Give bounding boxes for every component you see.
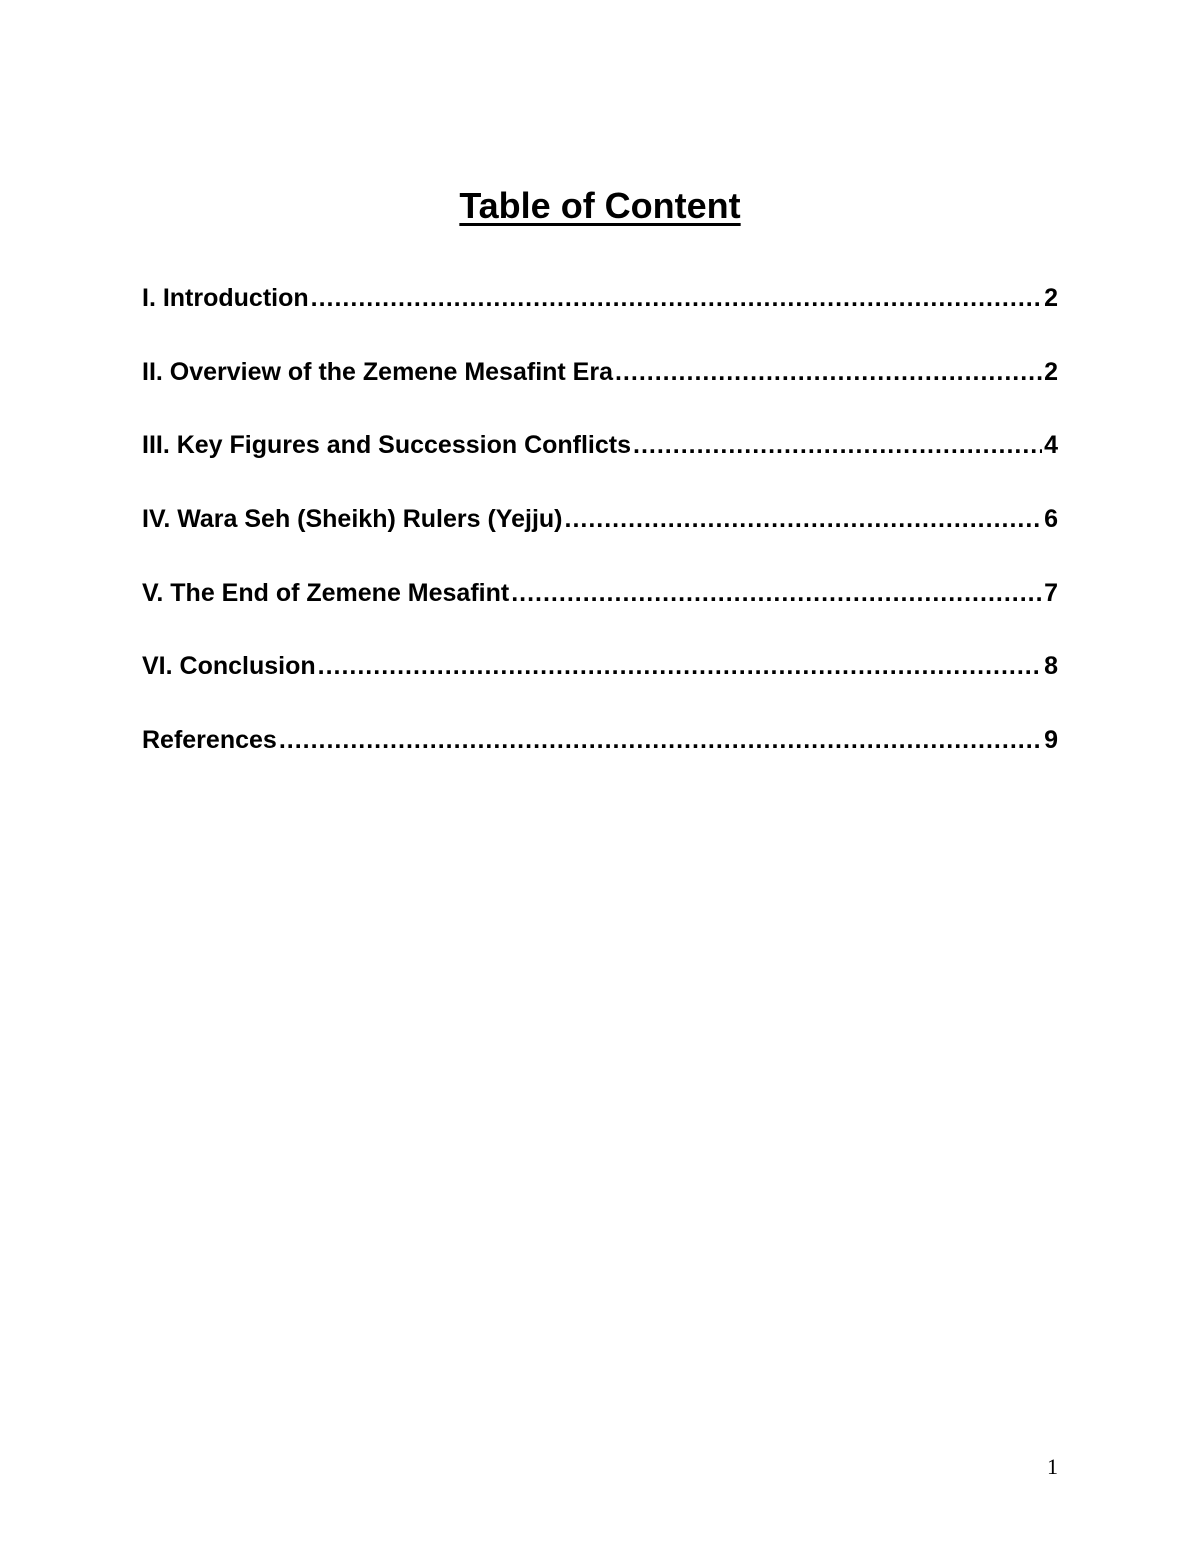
toc-entry-key-figures[interactable]: [142, 427, 1058, 463]
toc-entry-page: 9: [1044, 726, 1058, 755]
toc-entry-text: I. Introduction: [142, 284, 309, 312]
toc-entry-text: V. The End of Zemene Mesafint: [142, 578, 510, 607]
toc-dot-leader: [615, 354, 1042, 390]
toc-dot-leader: [311, 280, 1042, 316]
toc-entry-text: II. Overview of the Zemene Mesafint Era: [142, 357, 613, 386]
toc-entry-text: References: [142, 726, 277, 755]
toc-entry-page: 2: [1044, 357, 1058, 386]
toc-entry-end-of-era[interactable]: [142, 575, 1058, 611]
toc-entry-text: IV. Wara Seh (Sheikh) Rulers (Yejju): [142, 505, 563, 534]
toc-entry-page: 2: [1044, 284, 1058, 312]
toc-entry-references[interactable]: [142, 722, 1058, 758]
toc-entry-page: 7: [1044, 578, 1058, 607]
toc-dot-leader: [633, 427, 1042, 463]
toc-dot-leader: [318, 648, 1042, 684]
page-title: [0, 183, 1200, 229]
toc-entry-conclusion[interactable]: [142, 648, 1058, 684]
toc-dot-leader: [279, 722, 1042, 758]
toc-entry-page: 6: [1044, 505, 1058, 534]
toc-dot-leader: [511, 575, 1042, 611]
toc-entry-text: VI. Conclusion: [142, 652, 316, 681]
toc-entry-text: III. Key Figures and Succession Conflicts: [142, 431, 632, 460]
toc-entry-page: 4: [1044, 431, 1058, 460]
toc-dot-leader: [565, 501, 1043, 537]
page-title-text: Table of Content: [459, 185, 741, 226]
toc-entry-page: 8: [1044, 652, 1058, 681]
toc-entry-introduction[interactable]: [142, 280, 1058, 316]
page-number: 1: [1047, 1454, 1058, 1479]
toc-entry-overview[interactable]: [142, 354, 1058, 390]
toc-entry-wara-seh-rulers[interactable]: [142, 501, 1058, 537]
table-of-contents: [142, 280, 1058, 796]
